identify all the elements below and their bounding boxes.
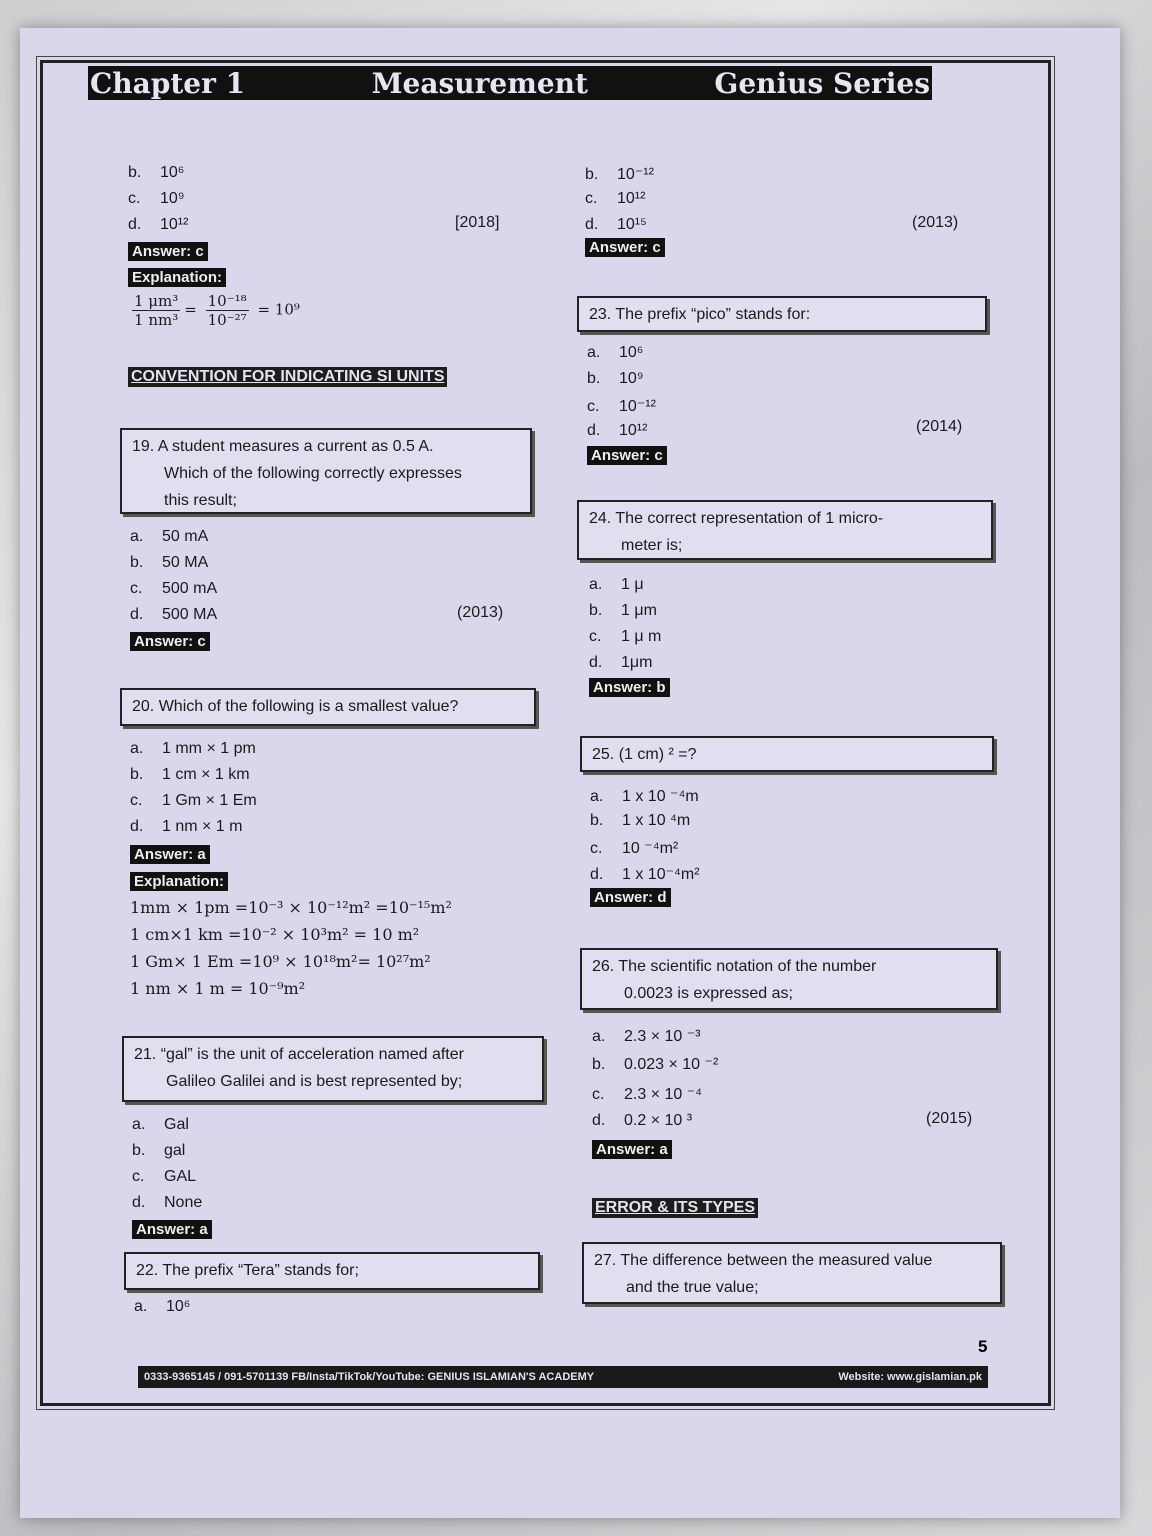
question-text: this result; — [164, 492, 237, 509]
question-27 — [582, 1242, 1002, 1304]
option: a. 2.3 × 10 ⁻³ — [592, 1028, 701, 1045]
question-23 — [577, 296, 987, 332]
question-26 — [580, 948, 998, 1010]
question-25 — [580, 736, 994, 772]
option: c. 1 Gm × 1 Em — [130, 792, 257, 809]
option: c. 10¹² — [585, 190, 646, 207]
chapter-label: Chapter 1 — [90, 66, 246, 100]
year-tag: (2013) — [457, 604, 504, 621]
option: a. 10⁶ — [134, 1298, 191, 1315]
option: d. 500 MA — [130, 606, 218, 623]
year-tag: (2015) — [926, 1110, 973, 1127]
option: d. 10¹² — [587, 422, 648, 439]
explanation-line: 1 nm × 1 m = 10⁻⁹m² — [130, 979, 306, 998]
option: d. 1μm — [589, 654, 653, 671]
page-header — [88, 66, 932, 100]
answer-badge: Answer: c — [587, 446, 667, 465]
option: b. 10⁻¹² — [585, 166, 654, 183]
chapter-title: Measurement — [371, 66, 588, 100]
question-24 — [577, 500, 993, 560]
question-19 — [120, 428, 532, 514]
option: c. 1 μ m — [589, 628, 662, 645]
question-22 — [124, 1252, 540, 1290]
option: a. 1 x 10 ⁻⁴m — [590, 788, 699, 805]
section-heading: ERROR & ITS TYPES — [592, 1198, 758, 1218]
option: a. Gal — [132, 1116, 189, 1133]
page-number: 5 — [978, 1337, 988, 1356]
option: c. 10⁻¹² — [587, 398, 656, 415]
option: c. 10 ⁻⁴m² — [590, 840, 679, 857]
answer-badge: Answer: c — [128, 242, 208, 261]
question-text: 25. (1 cm) ² =? — [592, 746, 697, 763]
question-text: 24. The correct representation of 1 micro- — [589, 510, 884, 527]
answer-badge: Answer: c — [585, 238, 665, 257]
explanation-line: 1mm × 1pm =10⁻³ × 10⁻¹²m² =10⁻¹⁵m² — [130, 898, 452, 917]
option: b. 0.023 × 10 ⁻² — [592, 1056, 719, 1073]
option: d. None — [132, 1194, 203, 1211]
option: b. 10⁹ — [587, 370, 644, 387]
question-21 — [122, 1036, 544, 1102]
answer-badge: Answer: a — [132, 1220, 212, 1239]
explanation-line: 1 Gm× 1 Em =10⁹ × 10¹⁸m²= 10²⁷m² — [130, 952, 431, 971]
option: b. gal — [132, 1142, 186, 1159]
option: a. 10⁶ — [587, 344, 644, 361]
option: a. 1 mm × 1 pm — [130, 740, 256, 757]
option: c. GAL — [132, 1168, 197, 1185]
answer-badge: Answer: a — [592, 1140, 672, 1159]
answer-badge: Answer: a — [130, 845, 210, 864]
question-text: 26. The scientific notation of the number — [592, 958, 877, 975]
footer-website: Website: www.gislamian.pk — [838, 1371, 982, 1383]
question-text: 22. The prefix “Tera” stands for; — [136, 1262, 359, 1279]
question-text: 27. The difference between the measured value — [594, 1252, 933, 1269]
option: b. 1 x 10 ⁴m — [590, 812, 691, 829]
question-text: Which of the following correctly expresses — [164, 465, 462, 482]
option: b. 10⁶ — [128, 164, 185, 181]
option: a. 50 mA — [130, 528, 209, 545]
option: d. 10¹² — [128, 216, 189, 233]
option: b. 1 μm — [589, 602, 657, 619]
option: b. 50 MA — [130, 554, 209, 571]
answer-badge: Answer: b — [589, 678, 670, 697]
section-heading: CONVENTION FOR INDICATING SI UNITS — [128, 367, 447, 387]
question-text: 23. The prefix “pico” stands for: — [589, 306, 811, 323]
question-text: 20. Which of the following is a smallest value? — [132, 698, 459, 715]
question-text: and the true value; — [626, 1279, 759, 1296]
option: c. 2.3 × 10 ⁻⁴ — [592, 1086, 703, 1103]
year-tag: (2014) — [916, 418, 963, 435]
question-text: 21. “gal” is the unit of acceleration named after — [134, 1046, 464, 1063]
option: d. 10¹⁵ — [585, 216, 647, 233]
answer-badge: Answer: c — [130, 632, 210, 651]
question-text: Galileo Galilei and is best represented by; — [166, 1073, 463, 1090]
option: c. 500 mA — [130, 580, 218, 597]
option: d. 1 nm × 1 m — [130, 818, 243, 835]
question-20 — [120, 688, 536, 726]
explanation-label: Explanation: — [128, 268, 226, 287]
page-footer — [138, 1366, 988, 1388]
option: b. 1 cm × 1 km — [130, 766, 250, 783]
year-tag: (2013) — [912, 214, 959, 231]
option: a. 1 μ — [589, 576, 644, 593]
question-text: 0.0023 is expressed as; — [624, 985, 793, 1002]
option: d. 1 x 10⁻⁴m² — [590, 866, 700, 883]
explanation-line: 1 cm×1 km =10⁻² × 10³m² = 10 m² — [130, 925, 420, 944]
explanation-label: Explanation: — [130, 872, 228, 891]
option: d. 0.2 × 10 ³ — [592, 1112, 693, 1129]
question-text: meter is; — [621, 537, 683, 554]
fraction-explanation: $\frac{\text{1 μm³}}{\text{1 nm³}}$ = $\frac{\text{10⁻¹⁸}}{\text{10⁻²⁷}}$ = 10⁹ — [134, 292, 300, 329]
year-tag: [2018] — [455, 214, 500, 231]
option: c. 10⁹ — [128, 190, 185, 207]
footer-contact: 0333-9365145 / 091-5701139 FB/Insta/TikTok/YouTube: GENIUS ISLAMIAN'S ACADEMY — [144, 1371, 595, 1383]
series-name: Genius Series — [714, 66, 930, 100]
answer-badge: Answer: d — [590, 888, 671, 907]
question-text: 19. A student measures a current as 0.5 A. — [132, 438, 434, 455]
